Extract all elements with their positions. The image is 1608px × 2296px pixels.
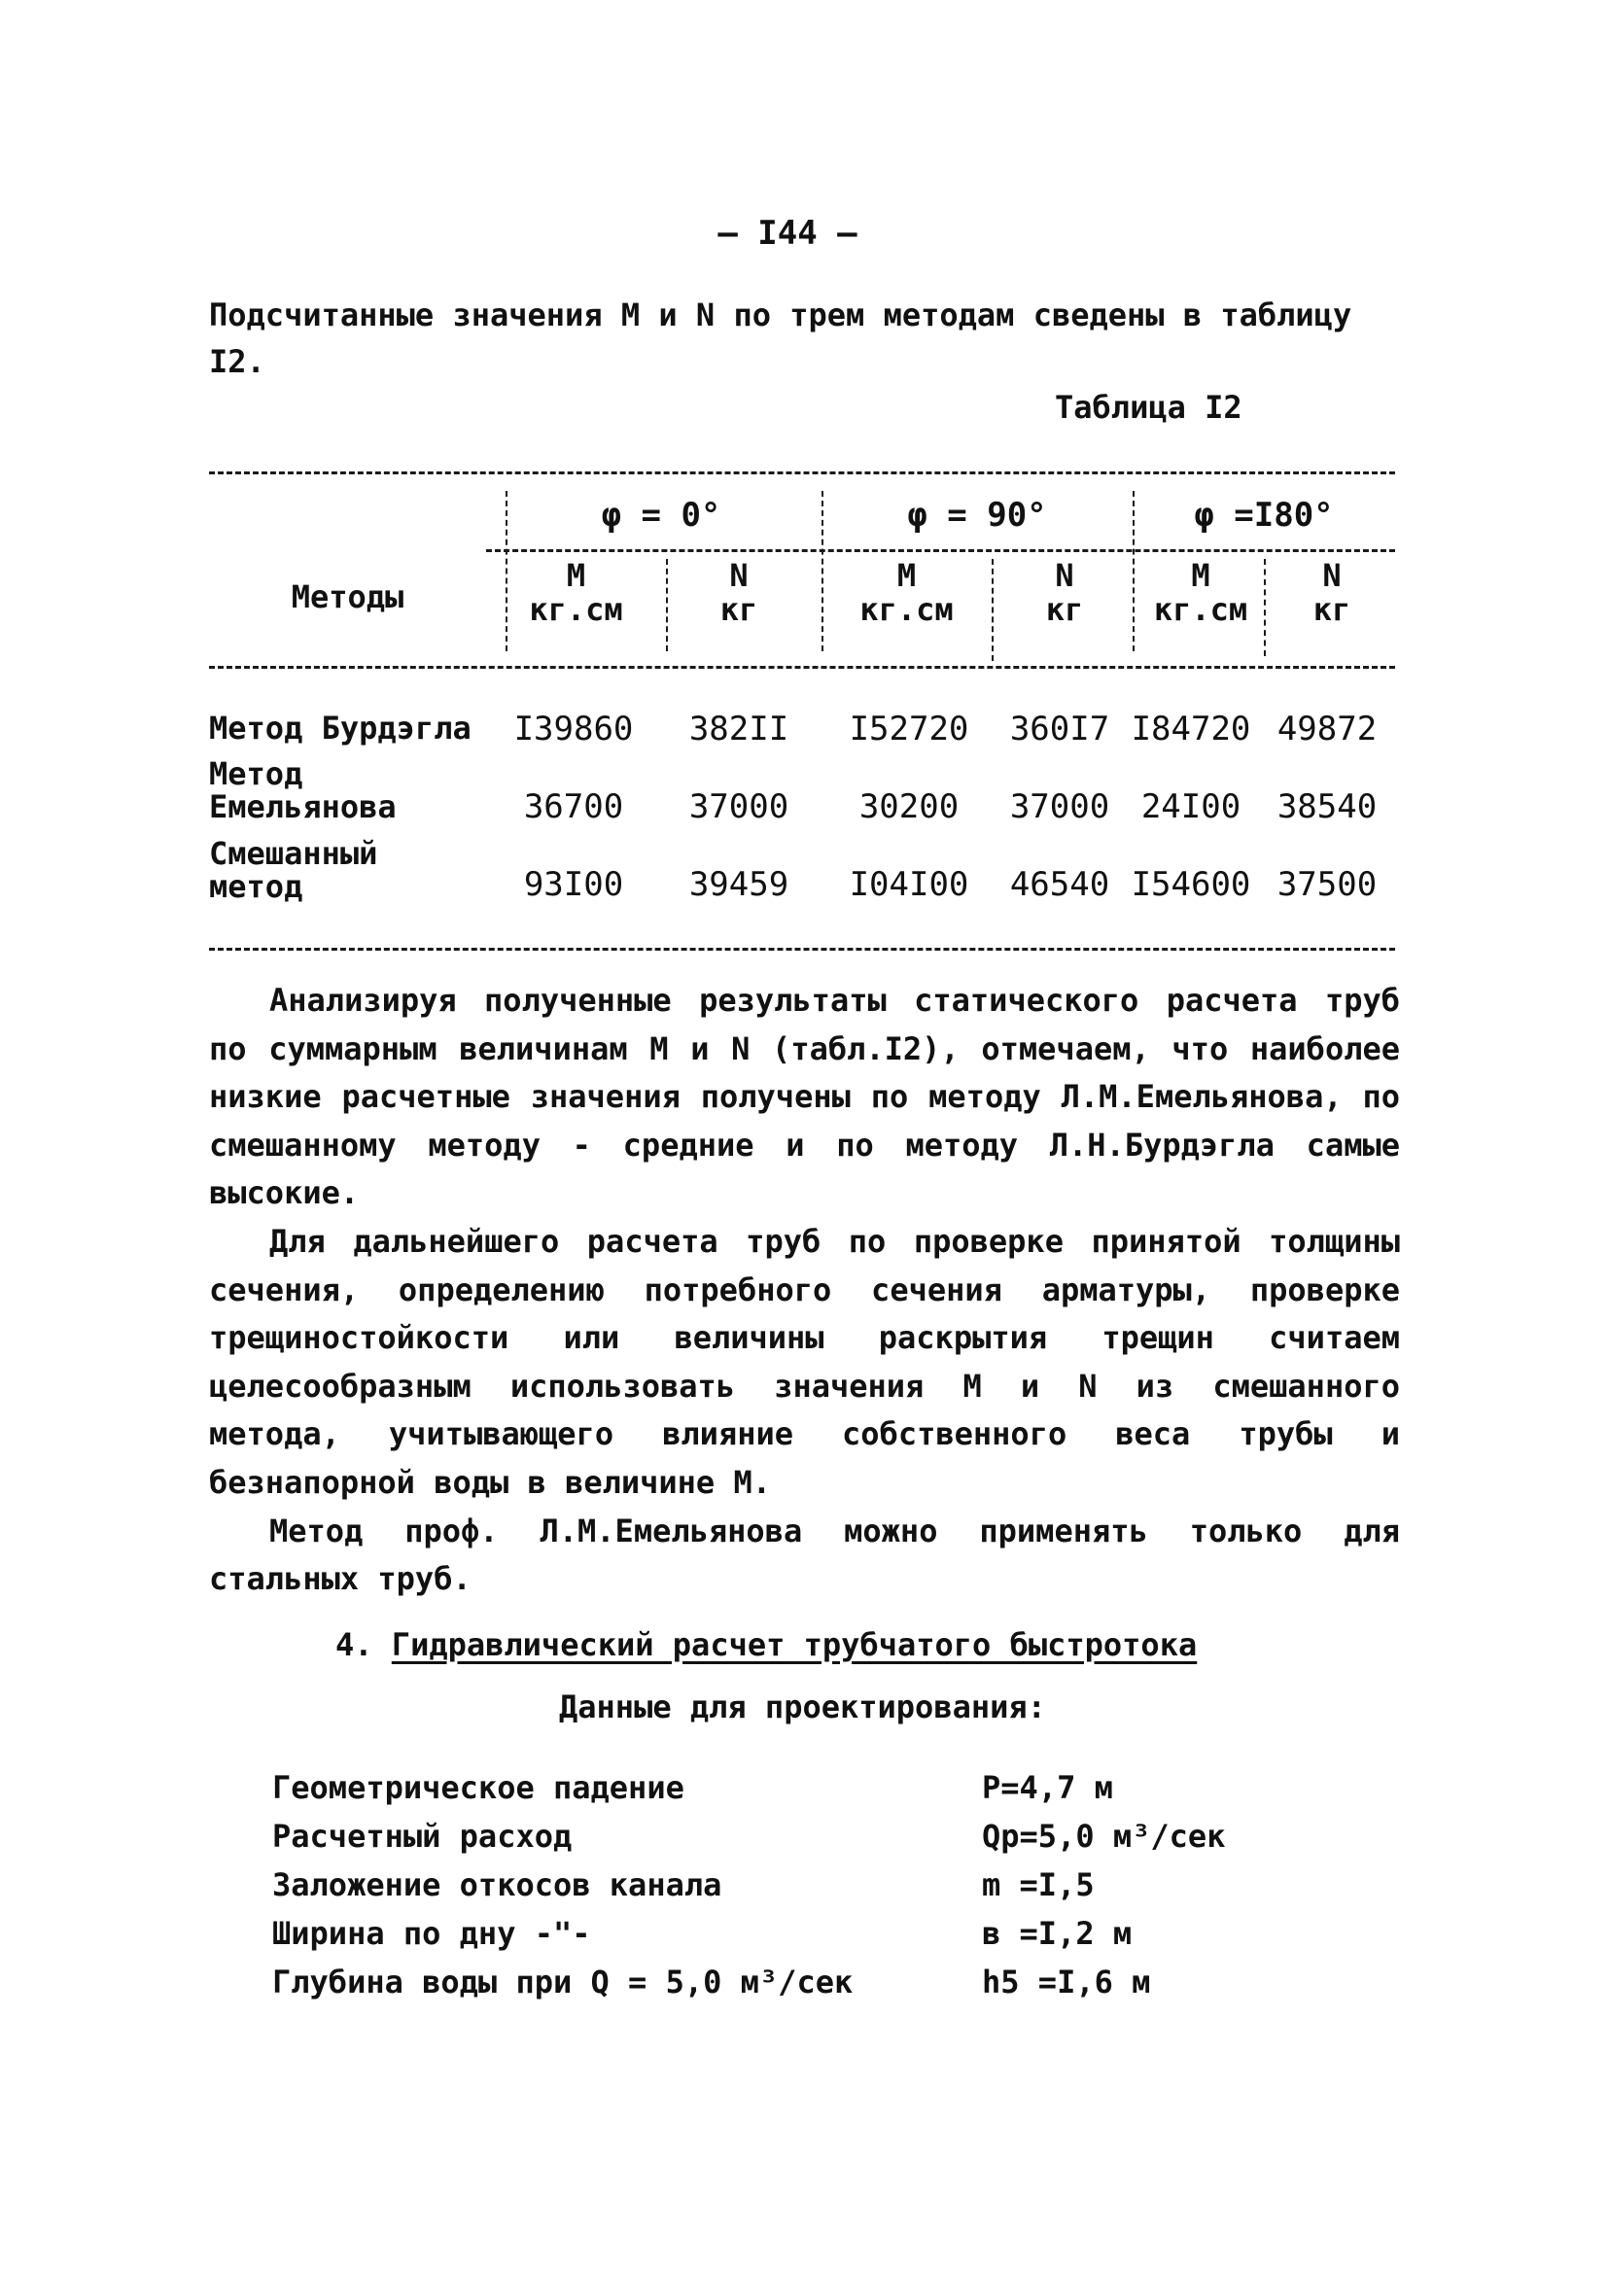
param-label: Глубина воды при Q = 5,0 м³/сек <box>272 1964 854 2000</box>
table-cell: I52720 <box>849 710 969 748</box>
intro-text: Подсчитанные значения М и N по трем методам сведены в таблицу I2. <box>209 296 1352 380</box>
param-value: в =I,2 м <box>982 1915 1133 1952</box>
table-cell: 93I00 <box>523 865 624 904</box>
angle-group-90: φ = 90° <box>907 496 1047 535</box>
param-label: Расчетный расход <box>272 1818 573 1855</box>
col-divider <box>1264 559 1266 656</box>
angle-group-0: φ = 0° <box>601 496 721 535</box>
list-item <box>272 1910 1390 1959</box>
col-divider <box>506 491 507 651</box>
table-cell: 37000 <box>688 787 789 826</box>
section-number: 4. <box>335 1626 373 1663</box>
param-value: h5 =I,6 м <box>982 1964 1151 2000</box>
paragraph: Для дальнейшего расчета труб по проверке принятой толщины сечения, определению потребного сечения арматуры, проверке трещиностойкости или величины раскрытия трещин считаем целесообразным использовать значения М и N из смешанного метода, учитывающего влияние собственного веса трубы и безнапорной воды в величине М. <box>209 1222 1400 1501</box>
methods-header: Методы <box>291 578 404 615</box>
table-top-rule <box>209 471 1395 474</box>
subheader-n-0: N кг <box>719 557 758 629</box>
col-divider <box>666 559 668 651</box>
subheader-m-0: М кг.см <box>529 557 623 629</box>
table-cell: 49872 <box>1276 710 1378 748</box>
list-item <box>272 1764 1390 1813</box>
table-cell: 38540 <box>1276 787 1378 826</box>
paragraph: Метод проф. Л.М.Емельянова можно применять только для стальных труб. <box>209 1512 1400 1598</box>
table-cell: 39459 <box>688 865 789 904</box>
param-label: Геометрическое падение <box>272 1769 684 1806</box>
param-value: Р=4,7 м <box>982 1769 1113 1806</box>
col-divider <box>821 491 823 651</box>
table-cell: 36700 <box>523 787 624 826</box>
subheader-m-180: М кг.см <box>1153 557 1248 629</box>
table-cell: I54600 <box>1131 865 1251 904</box>
list-item <box>272 1861 1390 1910</box>
page-number: — I44 — <box>717 214 857 253</box>
section-heading <box>335 1621 1197 1668</box>
paragraph: Анализируя полученные результаты статического расчета труб по суммарным величинам М и N (табл.I2), отмечаем, что наиболее низкие расчетные значения получены по методу Л.М.Емельянова, по смешанному методу - средние и по методу Л.Н.Бурдэгла самые высокие. <box>209 982 1400 1212</box>
table-cell: 24I00 <box>1140 787 1241 826</box>
row-method-label: Метод Емельянова <box>209 755 397 825</box>
section-subtitle: Данные для проектирования: <box>559 1688 1046 1725</box>
subheader-n-90: N кг <box>1045 557 1084 629</box>
section-title: Гидравлический расчет трубчатого быстротока <box>391 1626 1198 1663</box>
table-cell: 382II <box>688 710 789 748</box>
table-cell: I84720 <box>1131 710 1251 748</box>
angle-group-180: φ =I80° <box>1194 496 1334 535</box>
param-value: Qр=5,0 м³/сек <box>982 1818 1226 1855</box>
param-value: m =I,5 <box>982 1866 1095 1903</box>
table-caption: Таблица I2 <box>1055 389 1242 426</box>
list-item <box>272 1959 1390 2007</box>
analysis-text <box>209 977 1400 1604</box>
table-cell: 37000 <box>1009 787 1110 826</box>
table-cell: 360I7 <box>1009 710 1110 748</box>
table-cell: I04I00 <box>849 865 969 904</box>
row-method-label: Смешанный метод <box>209 835 378 905</box>
param-label: Ширина по дну -"- <box>272 1915 591 1952</box>
table-bottom-rule <box>209 948 1395 951</box>
subheader-m-90: М кг.см <box>859 557 954 629</box>
table-cell: I39860 <box>513 710 634 748</box>
header-mid-rule <box>486 549 1395 552</box>
row-method-label: Метод Бурдэгла <box>209 710 472 747</box>
list-item <box>272 1813 1390 1861</box>
col-divider <box>992 559 994 661</box>
header-bottom-rule <box>209 666 1395 669</box>
col-divider <box>1133 491 1135 651</box>
param-label: Заложение откосов канала <box>272 1866 722 1903</box>
table-cell: 30200 <box>858 787 960 826</box>
subheader-n-180: N кг <box>1312 557 1351 629</box>
table-cell: 46540 <box>1009 865 1110 904</box>
table-cell: 37500 <box>1276 865 1378 904</box>
